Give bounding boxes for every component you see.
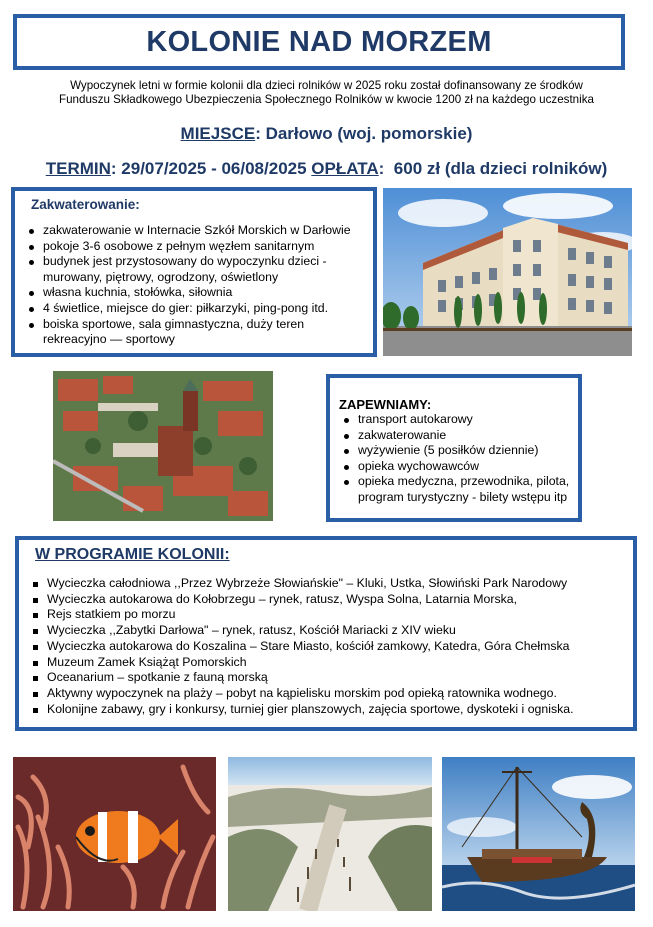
list-item: Muzeum Zamek Książąt Pomorskich <box>31 655 631 671</box>
list-item: pokoje 3-6 osobowe z pełnym węzłem sanitarnym <box>27 239 367 255</box>
dunes-photo <box>228 757 432 911</box>
provide-box <box>326 374 582 522</box>
list-item: Wycieczka autokarowa do Koszalina – Stare Miasto, kościół zamkowy, Katedra, Góra Chełmska <box>31 639 631 655</box>
list-item: Wycieczka całodniowa ,,Przez Wybrzeże Słowiańskie" – Kluki, Ustka, Słowiński Park Narodowy <box>31 576 631 592</box>
program-list <box>31 576 631 717</box>
ship-photo <box>442 757 635 911</box>
list-item: zakwaterowanie <box>342 428 582 444</box>
list-item: opieka wychowawców <box>342 459 582 475</box>
provide-list <box>342 412 582 506</box>
list-item: transport autokarowy <box>342 412 582 428</box>
accommodation-list <box>27 223 367 348</box>
intro-text <box>0 79 653 107</box>
list-item: boiska sportowe, sala gimnastyczna, duży teren rekreacyjno — sportowy <box>27 317 367 348</box>
list-item: Oceanarium – spotkanie z fauną morską <box>31 670 631 686</box>
title-box <box>13 14 625 70</box>
list-item: opieka medyczna, przewodnika, pilota, program turystyczny - bilety wstępu itp <box>342 474 582 505</box>
fee-label: OPŁATA <box>311 159 379 178</box>
intro-line-2: Funduszu Składkowego Ubezpieczenia Społecznego Rolników w kwocie 1200 zł na każdego uczestnika <box>59 93 594 106</box>
list-item: Wycieczka autokarowa do Kołobrzegu – rynek, ratusz, Wyspa Solna, Latarnia Morska, <box>31 592 631 608</box>
list-item: Wycieczka ,,Zabytki Darłowa" – rynek, ratusz, Kościół Mariacki z XIV wieku <box>31 623 631 639</box>
list-item: Rejs statkiem po morzu <box>31 607 631 623</box>
term-value: 29/07/2025 - 06/08/2025 <box>121 159 307 178</box>
list-item: wyżywienie (5 posiłków dziennie) <box>342 443 582 459</box>
provide-heading: ZAPEWNIAMY: <box>339 397 432 412</box>
term-line: TERMIN: 29/07/2025 - 06/08/2025 OPŁATA: 600 zł (dla dzieci rolników) <box>45 159 608 178</box>
accommodation-heading: Zakwaterowanie: <box>31 197 140 212</box>
place-label: MIEJSCE <box>180 124 256 143</box>
clownfish-photo <box>13 757 216 911</box>
intro-line-1: Wypoczynek letni w formie kolonii dla dzieci rolników w 2025 roku został dofinansowany ze środków <box>70 79 583 92</box>
page-title: KOLONIE NAD MORZEM <box>146 25 492 58</box>
list-item: Aktywny wypoczynek na plaży – pobyt na kąpielisku morskim pod opieką ratownika wodnego. <box>31 686 631 702</box>
program-heading: W PROGRAMIE KOLONII: <box>35 546 230 563</box>
list-item: własna kuchnia, stołówka, siłownia <box>27 285 367 301</box>
fee-value: 600 zł (dla dzieci rolników) <box>393 159 608 178</box>
term-label: TERMIN <box>45 159 111 178</box>
program-box <box>15 536 637 731</box>
accommodation-box <box>11 187 377 357</box>
town-aerial-photo <box>53 371 273 521</box>
school-building-photo <box>383 188 632 356</box>
list-item: Kolonijne zabawy, gry i konkursy, turniej gier planszowych, zajęcia sportowe, dyskoteki i ogniska. <box>31 702 631 718</box>
list-item: budynek jest przystosowany do wypoczynku dzieci - murowany, piętrowy, ogrodzony, oświetlony <box>27 254 367 285</box>
place-line: MIEJSCE: Darłowo (woj. pomorskie) <box>180 124 473 143</box>
list-item: zakwaterowanie w Internacie Szkół Morskich w Darłowie <box>27 223 367 239</box>
place-value: Darłowo (woj. pomorskie) <box>265 124 473 143</box>
list-item: 4 świetlice, miejsce do gier: piłkarzyki, ping-pong itd. <box>27 301 367 317</box>
